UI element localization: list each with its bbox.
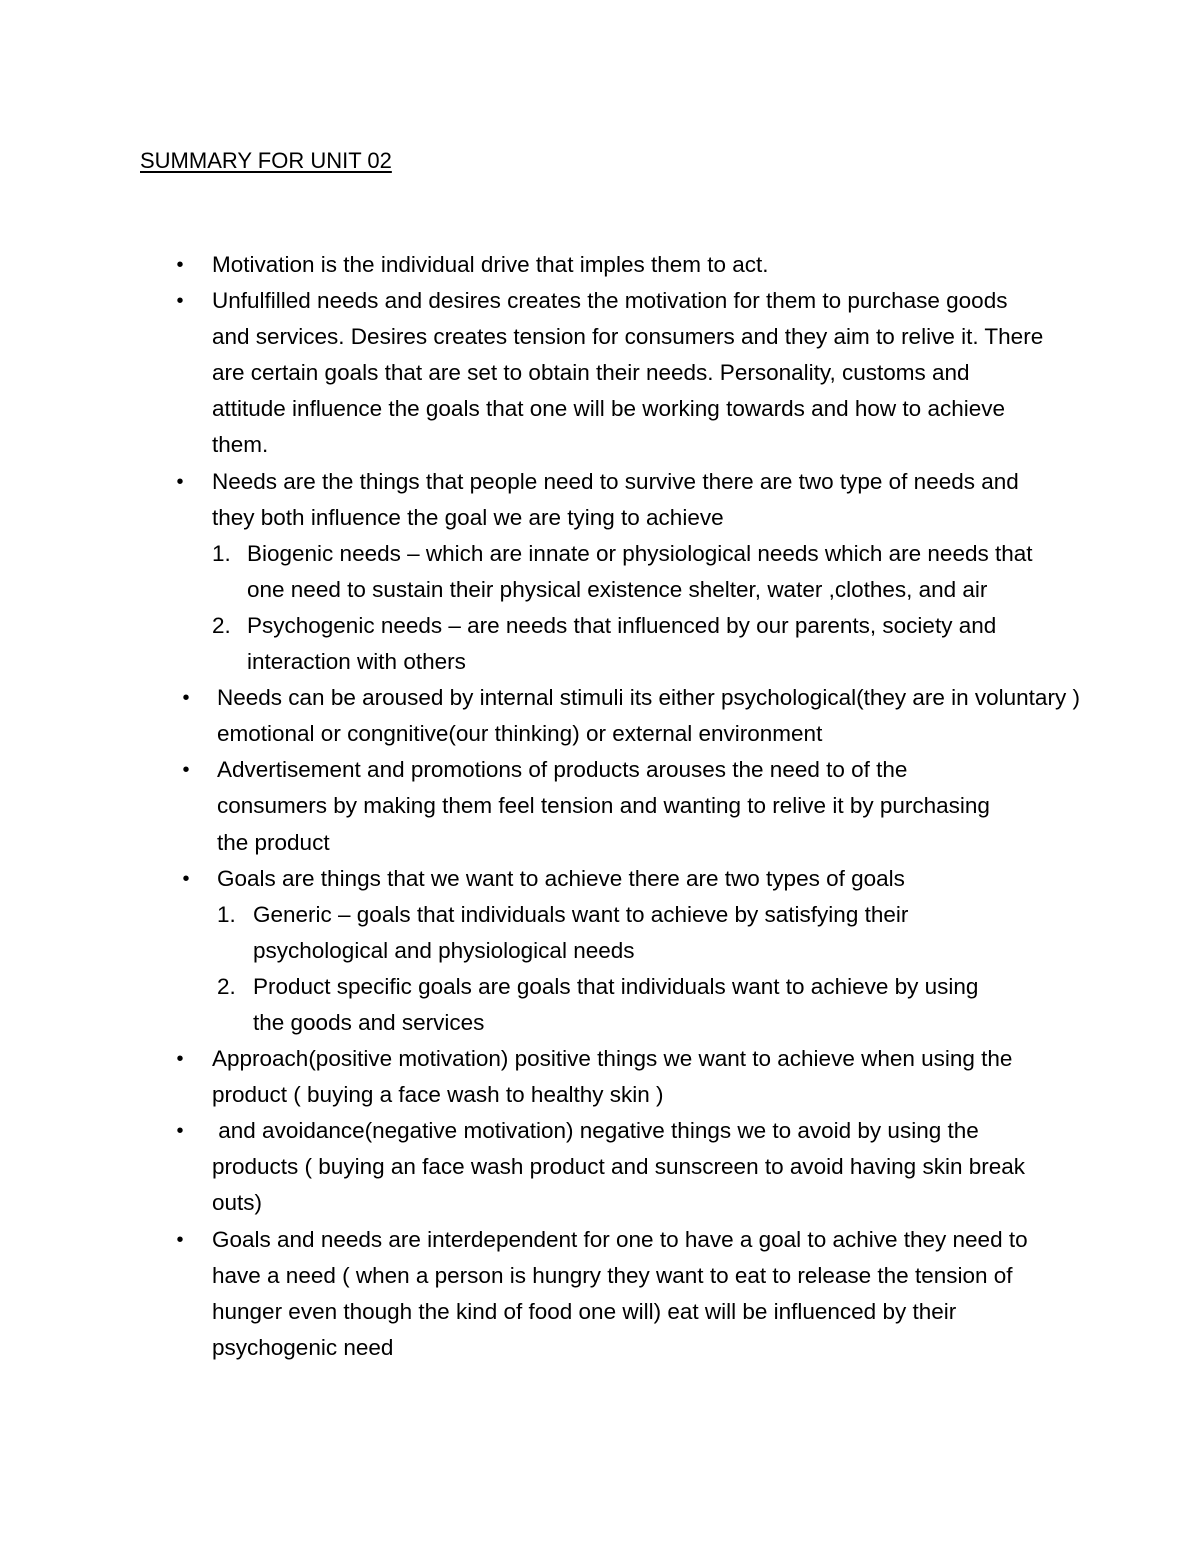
number-marker: 1.	[217, 901, 236, 927]
bullet-marker: •	[176, 1120, 184, 1143]
list-item-text: Unfulfilled needs and desires creates the motivation for them to purchase goods and services. Desires creates tension for consumers and they aim to relive it. There are certain goals that are set to obtain their needs. Personality, customs and attitude influence the goals that one will be working towards and how to achieve them.	[212, 288, 1044, 458]
document-title: SUMMARY FOR UNIT 02	[140, 148, 392, 173]
list-item-text: Needs are the things that people need to survive there are two type of needs and they both influence the goal we are tying to achieve	[212, 468, 1019, 530]
list-item-text: Goals are things that we want to achieve there are two types of goals	[217, 865, 905, 891]
list-item-text: Advertisement and promotions of products arouses the need to of the consumers by making them feel tension and wanting to relive it by purchasing the product	[217, 757, 990, 855]
bullet-marker: •	[176, 1228, 184, 1251]
number-marker: 2.	[212, 612, 231, 638]
list-item	[0, 1222, 1040, 1366]
numbered-item-text: Psychogenic needs – are needs that influenced by our parents, society and interaction with others	[247, 612, 997, 675]
list-item	[0, 464, 1024, 536]
list-item-text: and avoidance(negative motivation) negative things we to avoid by using the products ( buying an face wash product and sunscreen to avoid having skin break outs)	[212, 1118, 1032, 1216]
list-item	[0, 247, 1090, 283]
list-item	[0, 283, 1048, 463]
bullet-marker: •	[176, 290, 184, 313]
list-item-text: Goals and needs are interdependent for one to have a goal to achive they need to have a need ( when a person is hungry they want to eat to release the tension of hunger even though the kind of food one will) eat will be influenced by their psychogenic need	[212, 1226, 1028, 1360]
numbered-item-text: Product specific goals are goals that individuals want to achieve by using the goods and services	[253, 973, 979, 1035]
list-item	[0, 861, 1090, 897]
numbered-item-text: Generic – goals that individuals want to achieve by satisfying their psychological and physiological needs	[253, 901, 909, 963]
list-item-text: Approach(positive motivation) positive things we want to achieve when using the product ( buying a face wash to healthy skin )	[212, 1046, 1013, 1108]
document-body	[0, 247, 1200, 1366]
list-item	[0, 752, 1014, 860]
bullet-marker: •	[182, 867, 190, 890]
list-item	[0, 680, 1082, 752]
list-item-text: Motivation is the individual drive that imples them to act.	[212, 252, 769, 277]
numbered-item-text: Biogenic needs – which are innate or physiological needs which are needs that one need to sustain their physical existence shelter, water ,clothes, and air	[247, 540, 1033, 602]
bullet-marker: •	[176, 254, 184, 276]
list-item	[0, 1041, 1015, 1113]
number-marker: 1.	[212, 540, 231, 566]
bullet-marker: •	[182, 759, 190, 782]
numbered-item	[0, 897, 995, 969]
bullet-marker: •	[176, 470, 184, 493]
numbered-item	[0, 536, 1052, 608]
list-item-text: Needs can be aroused by internal stimuli its either psychological(they are in voluntary ) emotional or congnitive(our thinking) or external environment	[217, 685, 1080, 747]
bullet-marker: •	[182, 687, 190, 710]
bullet-marker: •	[176, 1048, 184, 1071]
numbered-item	[0, 969, 1005, 1041]
number-marker: 2.	[217, 973, 236, 999]
list-item	[0, 1113, 1042, 1221]
numbered-item	[0, 608, 1048, 680]
